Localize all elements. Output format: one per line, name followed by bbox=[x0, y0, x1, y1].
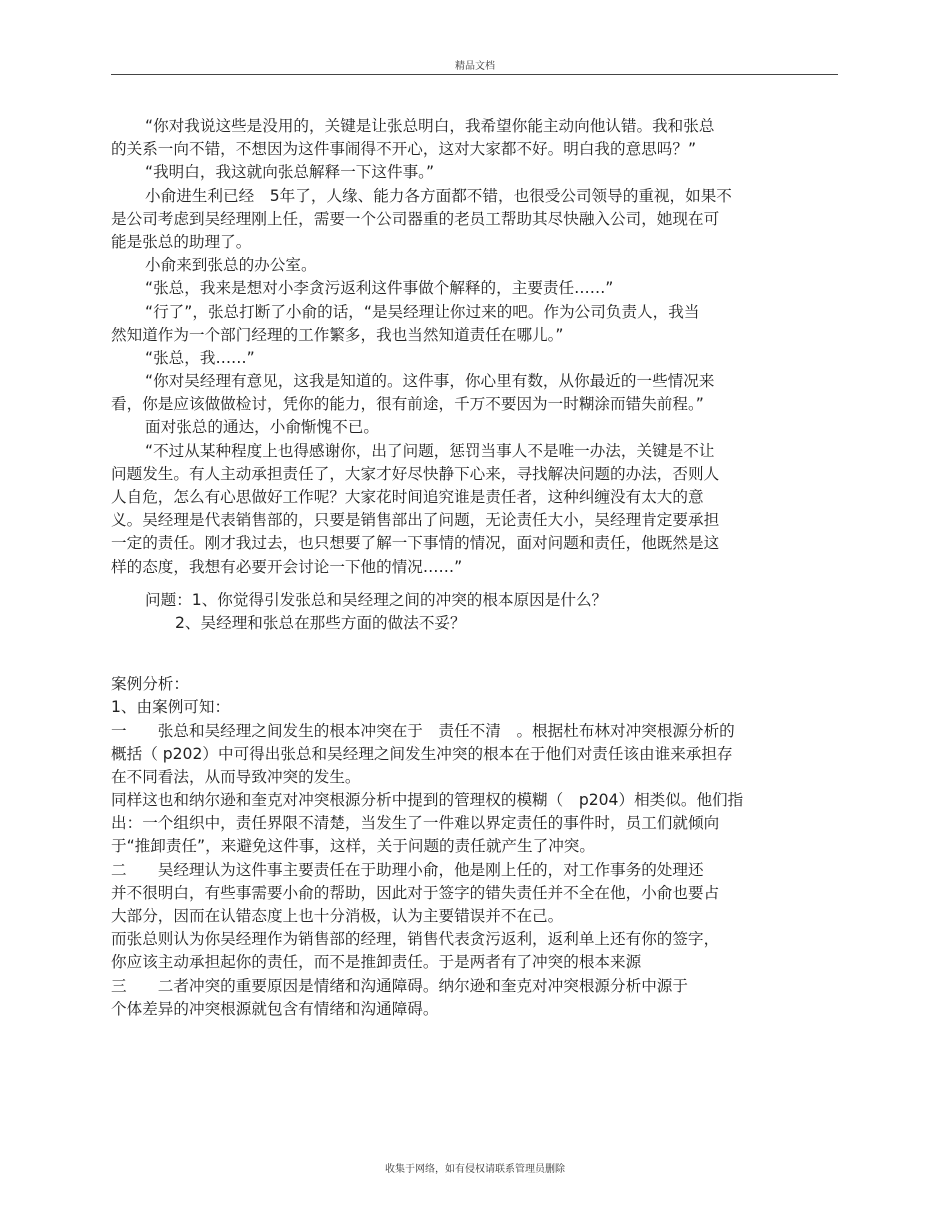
analysis-line: 并不很明白，有些事需要小俞的帮助，因此对于签字的错失责任并不全在他，小俞也要占 bbox=[111, 883, 720, 902]
story-line: “行了”，张总打断了小俞的话，“是吴经理让你过来的吧。作为公司负责人，我当 bbox=[145, 302, 700, 321]
analysis-line: 于“推卸责任”，来避免这件事，这样，关于问题的责任就产生了冲突。 bbox=[111, 837, 595, 856]
story-line: 然知道作为一个部门经理的工作繁多，我也当然知道责任在哪儿。” bbox=[111, 325, 564, 344]
analysis-line: 个体差异的冲突根源就包含有情绪和沟通障碍。 bbox=[111, 999, 439, 1018]
question-1: 问题：1、你觉得引发张总和吴经理之间的冲突的根本原因是什么？ bbox=[145, 590, 608, 609]
story-line: “张总，我来是想对小李贪污返利这件事做个解释的，主要责任……” bbox=[145, 279, 614, 298]
page-footer-label: 收集于网络，如有侵权请联系管理员删除 bbox=[385, 1164, 565, 1175]
analysis-line: 概括（ p202）中可得出张总和吴经理之间发生冲突的根本在于他们对责任该由谁来承担存 bbox=[111, 744, 733, 763]
story-line: 问题发生。有人主动承担责任了，大家才好尽快静下心来，寻找解决问题的办法，否则人 bbox=[111, 464, 720, 483]
analysis-line: 一 张总和吴经理之间发生的根本冲突在于 责任不清 。根据杜布林对冲突根源分析的 bbox=[111, 721, 735, 740]
story-line: “张总，我……” bbox=[145, 348, 255, 367]
story-line: 能是张总的助理了。 bbox=[111, 232, 252, 251]
story-line: 小俞进生利已经 5年了，人缘、能力各方面都不错，也很受公司领导的重视，如果不 bbox=[145, 186, 732, 205]
story-line: “你对吴经理有意见，这我是知道的。这件事，你心里有数，从你最近的一些情况来 bbox=[145, 372, 715, 391]
question-2: 2、吴经理和张总在那些方面的做法不妥？ bbox=[175, 613, 466, 632]
story-line: 义。吴经理是代表销售部的，只要是销售部出了问题，无论责任大小，吴经理肯定要承担 bbox=[111, 511, 720, 530]
story-line: 人自危，怎么有心思做好工作呢？大家花时间追究谁是责任者，这种纠缠没有太大的意 bbox=[111, 488, 704, 506]
story-line: “不过从某种程度上也得感谢你，出了问题，惩罚当事人不是唯一办法，关键是不让 bbox=[145, 441, 715, 460]
page-header-label: 精品文档 bbox=[455, 61, 495, 72]
story-line: 面对张总的通达，小俞惭愧不已。 bbox=[145, 418, 379, 437]
story-line: 看，你是应该做做检讨，凭你的能力，很有前途，千万不要因为一时糊涂而错失前程。” bbox=[111, 395, 704, 414]
story-line: “你对我说这些是没用的，关键是让张总明白，我希望你能主动向他认错。我和张总 bbox=[145, 117, 715, 135]
analysis-line: 三 二者冲突的重要原因是情绪和沟通障碍。纳尔逊和奎克对冲突根源分析中源于 bbox=[111, 976, 688, 995]
analysis-line: 二 吴经理认为这件事主要责任在于助理小俞，他是刚上任的，对工作事务的处理还 bbox=[111, 860, 704, 879]
document-body bbox=[111, 115, 839, 1021]
analysis-line: 而张总则认为你吴经理作为销售部的经理，销售代表贪污返利，返利单上还有你的签字， bbox=[111, 930, 720, 949]
header-divider bbox=[111, 74, 838, 75]
analysis-line: 1、由案例可知： bbox=[111, 698, 231, 717]
analysis-line: 同样这也和纳尔逊和奎克对冲突根源分析中提到的管理权的模糊（ p204）相类似。他们指 bbox=[111, 791, 744, 810]
story-line: 小俞来到张总的办公室。 bbox=[145, 256, 317, 275]
analysis-line: 出：一个组织中，责任界限不清楚，当发生了一件难以界定责任的事件时，员工们就倾向 bbox=[111, 814, 720, 833]
story-line: 样的态度，我想有必要开会讨论一下他的情况……” bbox=[111, 557, 463, 576]
analysis-line: 大部分，因而在认错态度上也十分消极，认为主要错误并不在己。 bbox=[111, 907, 564, 925]
analysis-line: 你应该主动承担起你的责任，而不是推卸责任。于是两者有了冲突的根本来源 bbox=[111, 953, 642, 972]
analysis-heading: 案例分析： bbox=[111, 675, 189, 694]
story-line: 的关系一向不错，不想因为这件事闹得不开心，这对大家都不好。明白我的意思吗？” bbox=[111, 140, 697, 159]
story-line: 一定的责任。刚才我过去，也只想要了解一下事情的情况，面对问题和责任，他既然是这 bbox=[111, 534, 720, 553]
story-line: “我明白，我这就向张总解释一下这件事。” bbox=[145, 163, 435, 182]
story-line: 是公司考虑到吴经理刚上任，需要一个公司器重的老员工帮助其尽快融入公司，她现在可 bbox=[111, 209, 720, 228]
analysis-line: 在不同看法，从而导致冲突的发生。 bbox=[111, 767, 361, 786]
